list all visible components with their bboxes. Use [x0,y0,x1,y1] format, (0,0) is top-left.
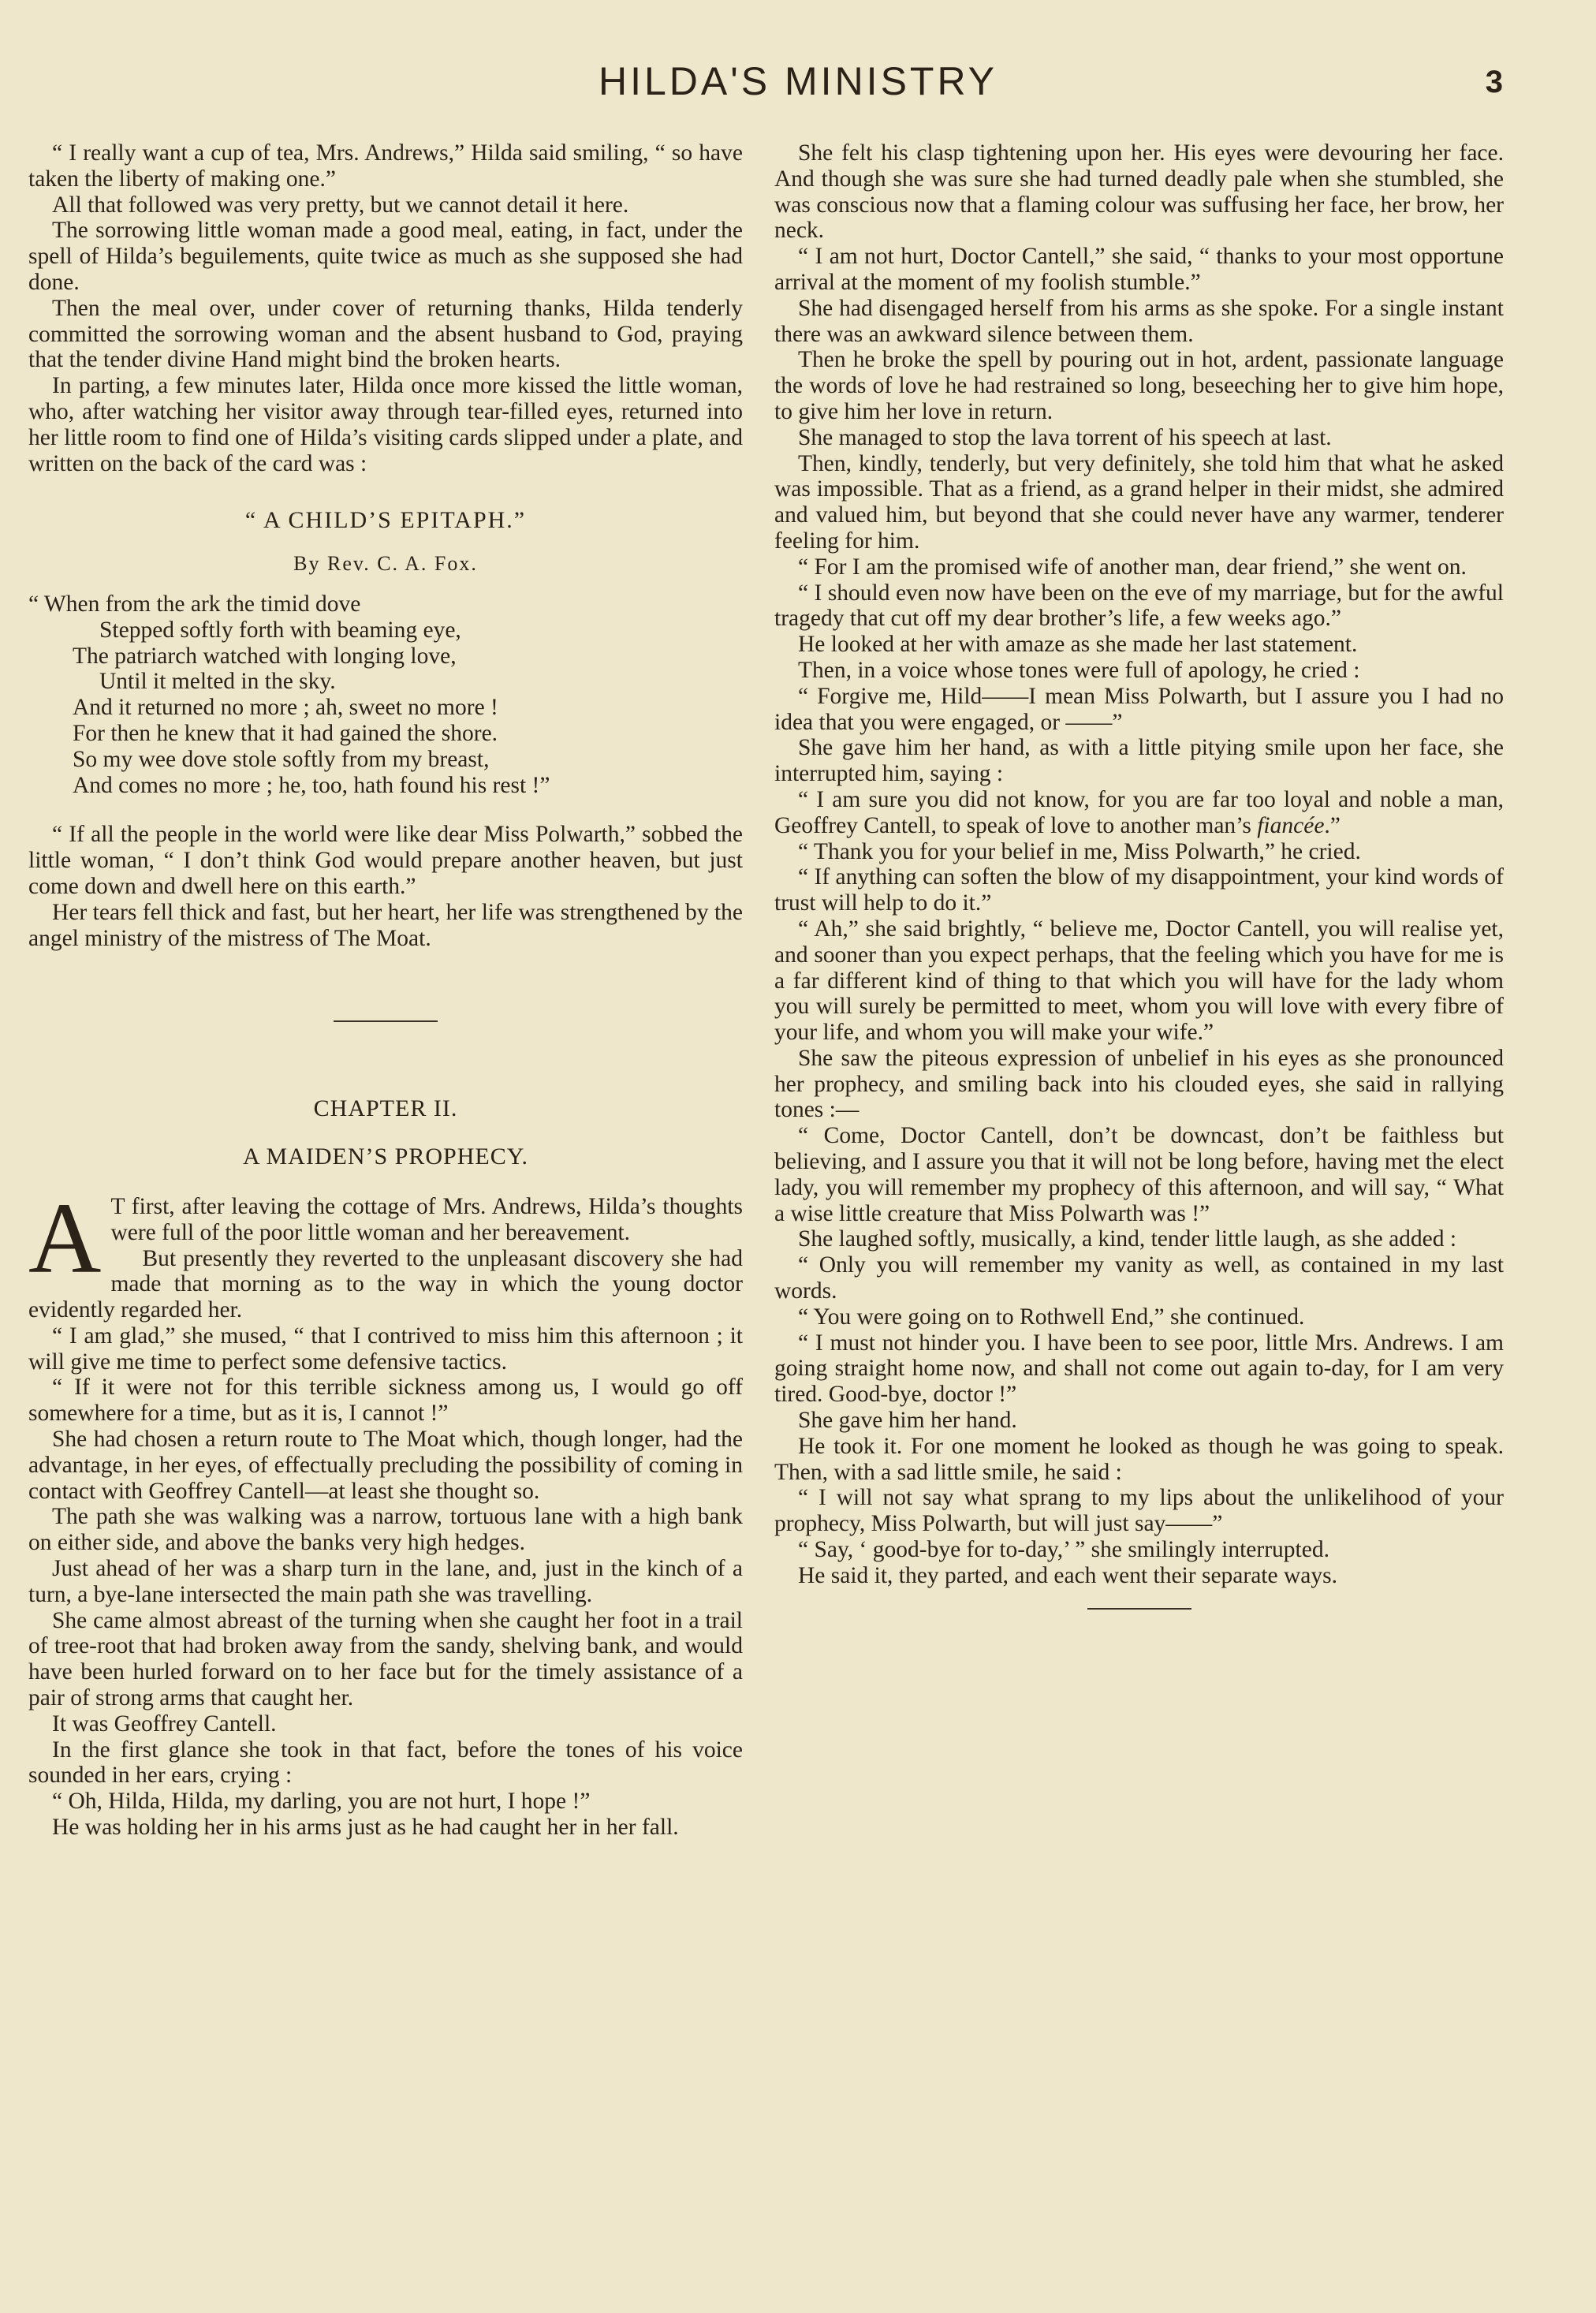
fiancee-text-before: “ I am sure you did not know, for you are far too loyal and noble a man, Geoffrey Cantell, to speak of love to another man’s [774,786,1504,838]
paragraph: “ For I am the promised wife of another man, dear friend,” she went on. [798,554,1467,580]
paragraph: “ I should even now have been on the eve of my marriage, but for the awful tragedy that cut off my dear brother’s life, a few weeks ago.” [774,580,1504,632]
paragraph: “ Oh, Hilda, Hilda, my darling, you are not hurt, I hope !” [52,1789,591,1815]
section-divider [334,1020,438,1022]
paragraph: “ Ah,” she said brightly, “ believe me, Doctor Cantell, you will realise yet, and sooner than you expect perhaps, that the feeling which you have for me is a far different kind of thing to that which you will have for the lady whom you will surely be permitted to meet, whom you will love with every fibre of your life, and whom you will make your wife.” [774,916,1504,1046]
poem-line: For then he knew that it had gained the shore. [73,720,498,746]
paragraph: She came almost abreast of the turning when she caught her foot in a trail of tree-root that had broken away from the sandy, shelving bank, and would have been hurled forward on to her face but for the timely assistance of a pair of strong arms that caught her. [28,1607,743,1711]
opening-text: T first, after leaving the cottage of Mrs. Andrews, Hilda’s thoughts were full of the poor little woman and her bereavement. [110,1193,743,1245]
paragraph: In parting, a few minutes later, Hilda once more kissed the little woman, who, after watching her visitor away through tear-filled eyes, returned into her little room to find one of Hilda’s visiting cards slipped under a plate, and written on the back of the card was : [28,373,743,476]
page-header [0,58,1596,106]
chapter-title: A MAIDEN’S PROPHECY. [242,1143,528,1170]
paragraph: She managed to stop the lava torrent of his speech at last. [798,424,1332,450]
chapter-number: CHAPTER II. [313,1095,458,1122]
paragraph: He looked at her with amaze as she made her last statement. [798,632,1358,658]
paragraph: “ If anything can soften the blow of my disappointment, your kind words of trust will help to do it.” [774,864,1504,916]
fiancee-word: fiancée [1257,812,1325,838]
paragraph: “ I really want a cup of tea, Mrs. Andrews,” Hilda said smiling, “ so have taken the liberty of making one.” [28,140,743,192]
paragraph: “ I am glad,” she mused, “ that I contrived to miss him this afternoon ; it will give me time to perfect some defensive tactics. [28,1323,743,1375]
paragraph: “ Forgive me, Hild——I mean Miss Polwarth, but I assure you I had no idea that you were engaged, or ——” [774,683,1504,735]
paragraph: Then the meal over, under cover of returning thanks, Hilda tenderly committed the sorrowing woman and the absent husband to God, praying that the tender divine Hand might bind the broken hearts. [28,295,743,373]
paragraph: “ If it were not for this terrible sickness among us, I would go off somewhere for a time, but as it is, I cannot !” [28,1375,743,1427]
paragraph: In the first glance she took in that fact, before the tones of his voice sounded in her ears, crying : [28,1737,743,1789]
paragraph: “ I will not say what sprang to my lips about the unlikelihood of your prophecy, Miss Polwarth, but will just say——” [774,1485,1504,1537]
poem-author: By Rev. C. A. Fox. [293,552,478,576]
poem-line: And it returned no more ; ah, sweet no more ! [73,695,498,721]
paragraph: She laughed softly, musically, a kind, tender little laugh, as she added : [798,1226,1457,1252]
paragraph: She gave him her hand. [798,1408,1017,1434]
paragraph: She saw the piteous expression of unbelief in his eyes as she pronounced her prophecy, and smiling back into his clouded eyes, she said in rallying tones :— [774,1045,1504,1123]
paragraph: He said it, they parted, and each went their separate ways. [798,1562,1337,1588]
paragraph: “ Come, Doctor Cantell, don’t be downcast, don’t be faithless but believing, and I assure you that it will not be long before, having met the elect lady, you will remember my prophecy of this afternoon, and will say, “ What a wise little creature that Miss Polwarth was !” [774,1123,1504,1226]
poem-title: “ A CHILD’S EPITAPH.” [244,507,527,534]
end-divider [1087,1608,1191,1610]
running-title: HILDA'S MINISTRY [598,59,998,103]
paragraph-fiancee [774,787,1504,839]
right-column [774,140,1504,1610]
paragraph: Then he broke the spell by pouring out in hot, ardent, passionate language the words of love he had restrained so long, beseeching her to give him hope, to give him her love in return. [774,347,1504,424]
paragraph: She had chosen a return route to The Moat which, though longer, had the advantage, in her eyes, of effectually precluding the possibility of coming in contact with Geoffrey Cantell—at least she thought so. [28,1427,743,1504]
paragraph: She felt his clasp tightening upon her. His eyes were devouring her face. And though she was sure she had turned deadly pale when she stumbled, she was conscious now that a flaming colour was suffusing her face, her brow, her neck. [774,140,1504,244]
paragraph: It was Geoffrey Cantell. [52,1711,277,1737]
left-column [28,140,743,1841]
paragraph: She had disengaged herself from his arms as she spoke. For a single instant there was an awkward silence between them. [774,295,1504,347]
poem [28,591,743,798]
poem-line: And comes no more ; he, too, hath found his rest !” [73,772,550,798]
paragraph: “ Say, ‘ good-bye for to-day,’ ” she smilingly interrupted. [798,1537,1329,1563]
paragraph: He was holding her in his arms just as he had caught her in her fall. [52,1815,679,1841]
paragraph: “ You were going on to Rothwell End,” she continued. [798,1304,1305,1330]
paragraph: The sorrowing little woman made a good meal, eating, in fact, under the spell of Hilda’s beguilements, quite twice as much as she supposed she had done. [28,218,743,295]
paragraph: “ I must not hinder you. I have been to see poor, little Mrs. Andrews. I am going straight home now, and shall not come out again to-day, for I am very tired. Good-bye, doctor !” [774,1330,1504,1408]
paragraph: “ If all the people in the world were like dear Miss Polwarth,” sobbed the little woman, “ I don’t think God would prepare another heaven, but just come down and dwell here on this earth.” [28,822,743,899]
opening-text-continued: But presently they reverted to the unpleasant discovery she had made that morning as to the way in which the young doctor evidently regarded her. [28,1245,743,1323]
poem-line: “ When from the ark the timid dove [28,591,361,617]
poem-line: Stepped softly forth with beaming eye, [99,617,461,643]
fiancee-text-after: .” [1324,812,1341,838]
poem-line: So my wee dove stole softly from my breast, [73,746,490,772]
paragraph: Her tears fell thick and fast, but her heart, her life was strengthened by the angel ministry of the mistress of The Moat. [28,899,743,951]
paragraph: Just ahead of her was a sharp turn in the lane, and, just in the kinch of a turn, a bye-lane intersected the main path she was travelling. [28,1556,743,1607]
paragraph: “ Thank you for your belief in me, Miss Polwarth,” he cried. [798,838,1361,864]
paragraph: She gave him her hand, as with a little pitying smile upon her face, she interrupted him, saying : [774,735,1504,787]
paragraph: He took it. For one moment he looked as though he was going to speak. Then, with a sad little smile, he said : [774,1433,1504,1485]
chapter-opening-paragraph [28,1181,743,1323]
poem-line: Until it melted in the sky. [99,669,336,695]
poem-line: The patriarch watched with longing love, [73,643,457,669]
paragraph: “ I am not hurt, Doctor Cantell,” she said, “ thanks to your most opportune arrival at the moment of my foolish stumble.” [774,244,1504,295]
drop-cap: A [28,1181,102,1294]
page-number: 3 [1485,65,1503,99]
paragraph: Then, in a voice whose tones were full of apology, he cried : [798,657,1360,683]
paragraph: “ Only you will remember my vanity as well, as contained in my last words. [774,1252,1504,1304]
paragraph: All that followed was very pretty, but we cannot detail it here. [52,192,629,218]
paragraph: Then, kindly, tenderly, but very definitely, she told him that what he asked was impossible. That as a friend, as a grand helper in their midst, she admired and valued him, but beyond that she could never have any warmer, tenderer feeling for him. [774,450,1504,554]
paragraph: The path she was walking was a narrow, tortuous lane with a high bank on either side, and above the banks very high hedges. [28,1504,743,1556]
